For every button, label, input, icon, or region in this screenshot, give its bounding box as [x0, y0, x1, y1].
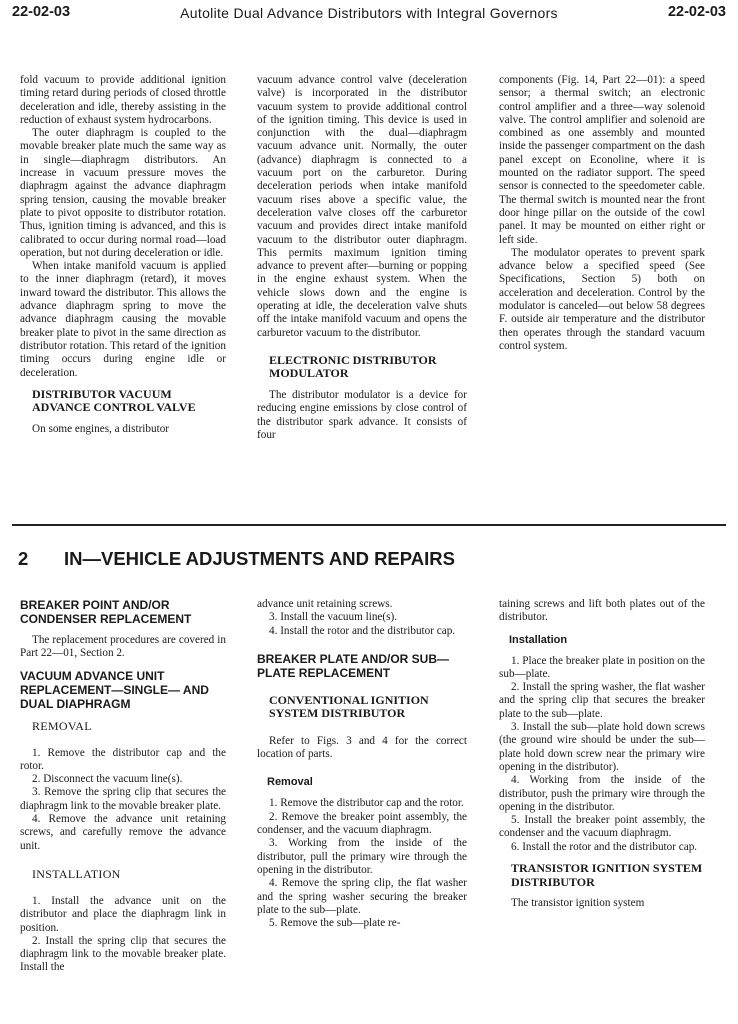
subheading-installation: Installation [509, 633, 568, 646]
step: 2. Install the spring clip that secures the diaphragm link to the movable breaker plate. Install the [20, 934, 226, 974]
section-divider [12, 524, 726, 526]
step: 4. Remove the advance unit retaining screws, and carefully remove the advance unit. [20, 813, 226, 852]
paragraph: The outer diaphragm is coupled to the movable breaker plate much the same way as in single—diaphragm distributors. An increase in vacuum pressure moves the diaphragm against the advance diaphragm spring tension, causing the movable breaker plate to pivot opposite to distributor rotation. Thus, ignition timing is advanced, and this is calibrated to occur during normal road—load operation, but not during deceleration or idle. [20, 127, 226, 259]
paragraph: fold vacuum to provide additional ignition timing retard during periods of closed throttle deceleration and idle, thereby assisting in the reduction of exhaust system hydrocarbons. [20, 74, 226, 126]
step: 4. Install the rotor and the distributor cap. [269, 624, 456, 637]
step: 3. Working from the inside of the distributor, pull the primary wire through the opening in the distributor. [257, 837, 467, 876]
heading-deceleration-valve: DISTRIBUTOR VACUUM ADVANCE CONTROL VALVE [32, 386, 196, 415]
page-number-right: 22-02-03 [667, 4, 726, 20]
top-column-1 [20, 74, 226, 436]
step: 5. Install the breaker point assembly, the condenser and the vacuum diaphragm. [499, 814, 705, 840]
page-header [12, 6, 726, 32]
heading-electronic-modulator: ELECTRONIC DISTRIBUTOR MODULATOR [269, 352, 437, 381]
paragraph: components (Fig. 14, Part 22—01): a speed sensor; a thermal switch; an electronic control amplifier and a three—way solenoid valve. The control amplifier and solenoid are combined as one assembly and mounted inside the passenger compartment on the dash panel except on Econoline, where it is mounted on the radiator support. The speed sensor is connected to the speedometer cable. The thermal switch is mounted near the front door hinge pillar on the outside of the cowl panel. It may be mounted on either right or left side. [499, 74, 705, 246]
paragraph: taining screws and lift both plates out of the distributor. [499, 598, 705, 624]
bottom-column-1 [20, 598, 226, 975]
subheading-installation: INSTALLATION [32, 866, 121, 881]
step: 2. Remove the breaker point assembly, the condenser, and the vacuum diaphragm. [257, 810, 467, 837]
page-number-left: 22-02-03 [12, 4, 71, 20]
step: 3. Install the vacuum line(s). [269, 611, 398, 624]
paragraph: The transistor ignition system [511, 897, 645, 910]
step: 3. Remove the spring clip that secures the diaphragm link to the movable breaker plate. [20, 786, 226, 812]
step: 1. Install the advance unit on the distributor and place the diaphragm link in position. [20, 894, 226, 934]
heading-transistor-ignition: TRANSISTOR IGNITION SYSTEM DISTRIBUTOR [511, 861, 703, 889]
step: 5. Remove the sub—plate re- [269, 917, 401, 930]
section-number: 2 [18, 548, 29, 569]
step: 2. Disconnect the vacuum line(s). [32, 773, 183, 786]
step: 1. Remove the distributor cap and the rotor. [269, 797, 464, 810]
heading-conventional-ignition: CONVENTIONAL IGNITION SYSTEM DISTRIBUTOR [269, 692, 429, 721]
section-heading [18, 548, 455, 569]
paragraph: vacuum advance control valve (deceleration valve) is incorporated in the distributor vacuum system to provide additional control of the ignition timing. This device is used in conjunction with the dual—diaphragm vacuum advance unit. Normally, the outer (advance) diaphragm is connected to a vacuum port on the carburetor. During deceleration periods when intake manifold vacuum rises above a specific value, the deceleration valve closes off the carburetor vacuum and provides direct intake manifold vacuum to the distributor outer diaphragm. This permits maximum ignition timing advance to prevent after—burning or popping in the engine exhaust system. When the vehicle slows down and the engine is operating at idle, the deceleration valve shuts off the intake manifold vacuum and opens the carburetor vacuum to the distributor. [257, 74, 467, 339]
heading-breaker-plate: BREAKER PLATE AND/OR SUB—PLATE REPLACEMENT [257, 651, 450, 680]
heading-vacuum-advance: VACUUM ADVANCE UNIT REPLACEMENT—SINGLE— AND DUAL DIAPHRAGM [20, 668, 209, 711]
paragraph: The modulator operates to prevent spark advance below a specified speed (See Specifications, Section 5) both on acceleration and deceleration. Control by the modulator is canceled—out below 58 degrees F. outside air temperature and the distributor then operates through the standard vacuum control system. [499, 246, 705, 352]
paragraph: advance unit retaining screws. [257, 598, 393, 610]
paragraph: The replacement procedures are covered in Part 22—01, Section 2. [20, 634, 226, 660]
section-title: IN—VEHICLE ADJUSTMENTS AND REPAIRS [64, 548, 455, 569]
subheading-removal: REMOVAL [32, 718, 92, 733]
paragraph: The distributor modulator is a device for reducing engine emissions by close control of the distributor spark advance. It consists of four [257, 388, 467, 441]
step: 2. Install the spring washer, the flat washer and the spring clip that secures the breaker plate to the sub—plate. [499, 681, 705, 720]
top-column-2 [257, 74, 467, 442]
step: 6. Install the rotor and the distributor cap. [511, 840, 698, 853]
step: 3. Install the sub—plate hold down screws (the ground wire should be under the sub—plate hold down screw near the primary wire opening in the distributor). [499, 721, 705, 773]
paragraph: Refer to Figs. 3 and 4 for the correct location of parts. [257, 734, 467, 761]
step: 4. Working from the inside of the distributor, push the primary wire through the opening in the distributor. [499, 774, 705, 813]
bottom-column-2 [257, 598, 467, 930]
paragraph: On some engines, a distributor [32, 422, 170, 435]
paragraph: When intake manifold vacuum is applied to the inner diaphragm (retard), it moves inward toward the distributor. This allows the advance diaphragm spring to move the advance diaphragm causing the movable breaker plate to pivot in the same direction as distributor rotation. This retard of the ignition timing occurs during engine idle or deceleration. [20, 260, 226, 379]
top-column-3 [499, 74, 705, 353]
heading-breaker-point: BREAKER POINT AND/OR CONDENSER REPLACEMENT [20, 598, 192, 626]
step: 1. Place the breaker plate in position on the sub—plate. [499, 654, 705, 680]
step: 1. Remove the distributor cap and the rotor. [20, 746, 226, 772]
running-title: Autolite Dual Advance Distributors with Integral Governors [180, 5, 558, 21]
step: 4. Remove the spring clip, the flat washer and the spring washer securing the breaker plate to the sub—plate. [257, 877, 467, 916]
subheading-removal: Removal [267, 776, 313, 789]
bottom-column-3 [499, 598, 705, 910]
